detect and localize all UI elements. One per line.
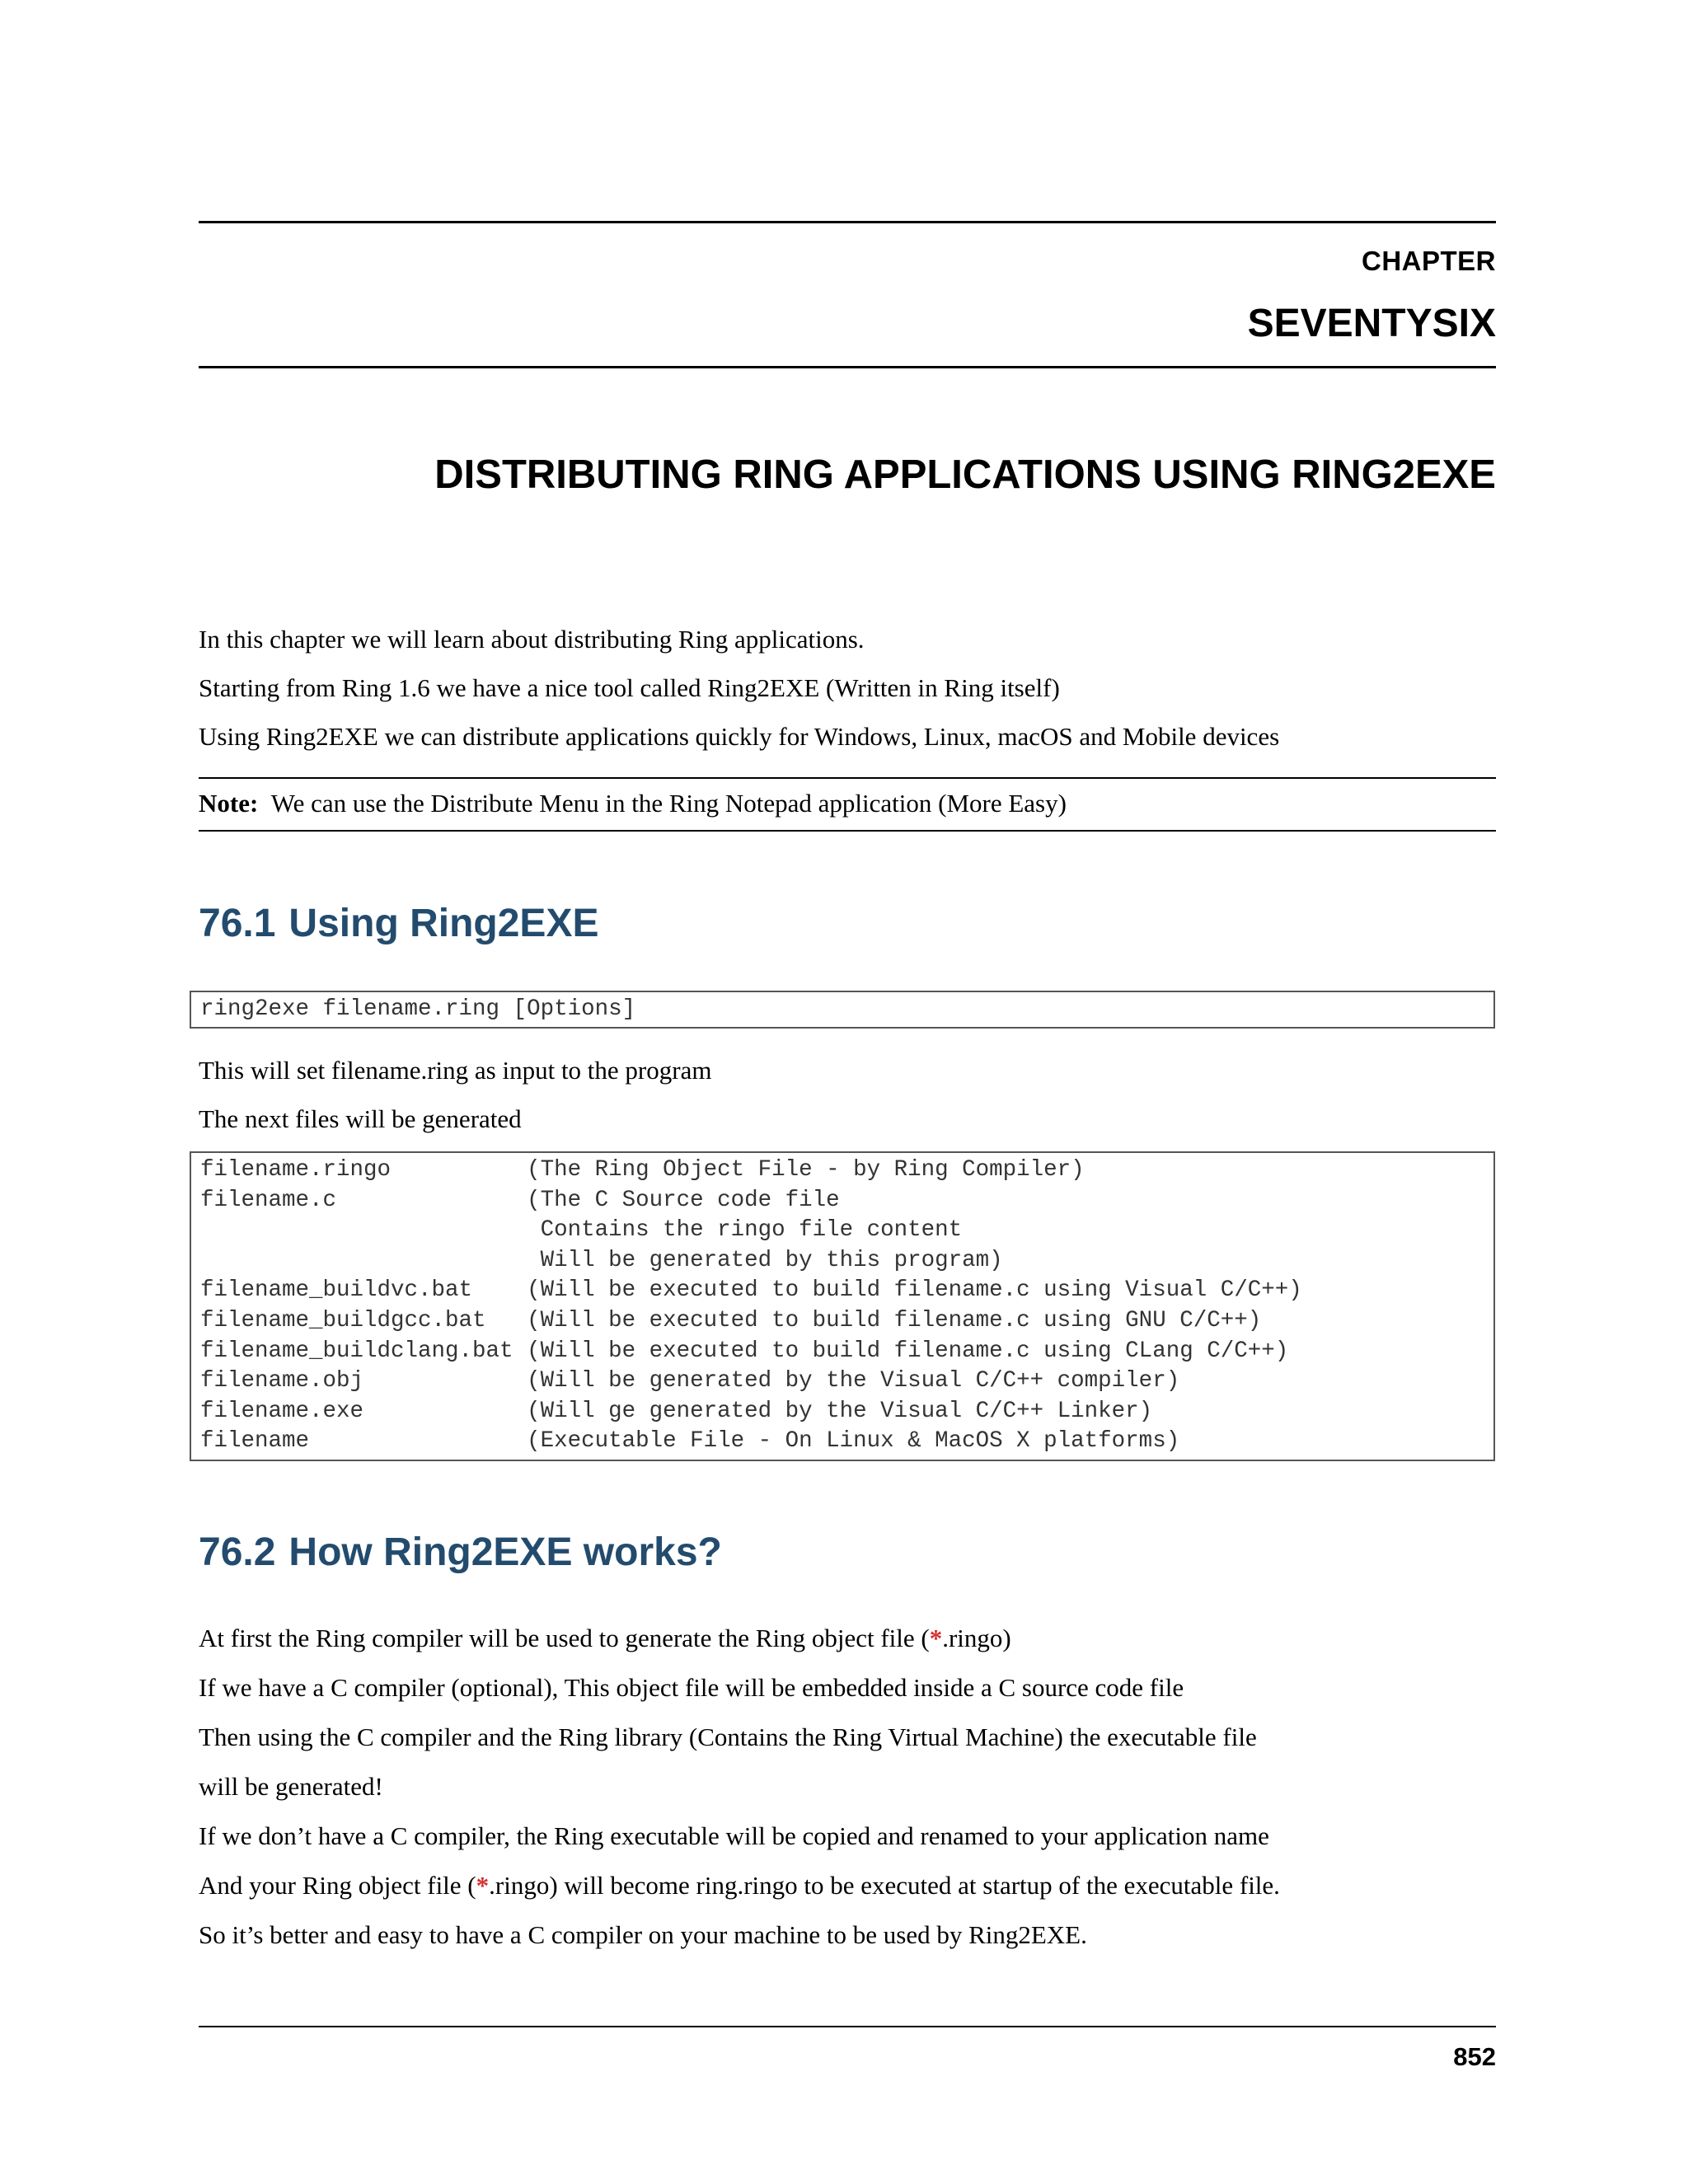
- asterisk-glyph: *: [929, 1624, 943, 1652]
- body-paragraph: If we don’t have a C compiler, the Ring executable will be copied and renamed to your application name: [199, 1821, 1269, 1850]
- body-paragraph: [199, 1869, 1280, 1902]
- body-paragraph: The next files will be generated: [199, 1104, 522, 1133]
- page-number: 852: [1453, 2042, 1496, 2071]
- body-paragraph: [199, 1622, 1011, 1655]
- code-line: filename.c (The C Source code file: [200, 1187, 840, 1213]
- intro-paragraph: Using Ring2EXE we can distribute applications quickly for Windows, Linux, macOS and Mobile devices: [199, 722, 1280, 751]
- text-run: .ringo) will become ring.ringo to be executed at startup of the executable file.: [489, 1871, 1280, 1900]
- code-line: filename_buildgcc.bat (Will be executed to build filename.c using GNU C/C++): [200, 1307, 1262, 1333]
- chapter-title: DISTRIBUTING RING APPLICATIONS USING RING2EXE: [434, 452, 1496, 497]
- note-top-rule: [199, 777, 1496, 779]
- chapter-label: CHAPTER: [1361, 246, 1496, 276]
- code-line: filename.obj (Will be generated by the Visual C/C++ compiler): [200, 1368, 1180, 1394]
- note-bottom-rule: [199, 830, 1496, 832]
- code-line: filename.exe (Will ge generated by the Visual C/C++ Linker): [200, 1398, 1153, 1424]
- code-line: filename.ringo (The Ring Object File - by Ring Compiler): [200, 1157, 1085, 1183]
- code-line: Contains the ringo file content: [200, 1217, 963, 1244]
- text-run: At first the Ring compiler will be used to generate the Ring object file (: [199, 1624, 930, 1652]
- section-title: Using Ring2EXE: [288, 902, 599, 945]
- header-top-rule: [199, 221, 1496, 223]
- intro-paragraph: In this chapter we will learn about distributing Ring applications.: [199, 625, 865, 654]
- code-line: filename_buildclang.bat (Will be executed to build filename.c using CLang C/C++): [200, 1338, 1289, 1364]
- body-paragraph: This will set filename.ring as input to the program: [199, 1056, 712, 1085]
- code-line: Will be generated by this program): [200, 1247, 1003, 1273]
- code-line: filename (Executable File - On Linux & MacOS X platforms): [200, 1428, 1180, 1455]
- note-text: We can use the Distribute Menu in the Ring Notepad application (More Easy): [270, 789, 1067, 818]
- body-paragraph: Then using the C compiler and the Ring library (Contains the Ring Virtual Machine) the executable file: [199, 1722, 1257, 1751]
- section-heading: [199, 1530, 722, 1575]
- generated-files-code-block: [190, 1151, 1495, 1461]
- code-line: filename_buildvc.bat (Will be executed to build filename.c using Visual C/C++): [200, 1277, 1302, 1304]
- asterisk-glyph: *: [476, 1871, 490, 1900]
- note-label: Note:: [199, 789, 259, 818]
- body-paragraph: So it’s better and easy to have a C compiler on your machine to be used by Ring2EXE.: [199, 1920, 1087, 1949]
- code-line: ring2exe filename.ring [Options]: [200, 996, 636, 1022]
- chapter-number: SEVENTYSIX: [1247, 302, 1496, 345]
- note: [199, 787, 1067, 820]
- command-code-block: [190, 991, 1495, 1029]
- body-paragraph: If we have a C compiler (optional), This object file will be embedded inside a C source code file: [199, 1673, 1184, 1702]
- section-number: 76.1: [199, 902, 276, 945]
- section-title: How Ring2EXE works?: [288, 1530, 722, 1574]
- header-bottom-rule: [199, 366, 1496, 368]
- footer-rule: [199, 2026, 1496, 2027]
- intro-paragraph: Starting from Ring 1.6 we have a nice tool called Ring2EXE (Written in Ring itself): [199, 673, 1060, 702]
- body-paragraph: will be generated!: [199, 1772, 383, 1801]
- text-run: .ringo): [942, 1624, 1011, 1652]
- section-number: 76.2: [199, 1530, 276, 1574]
- section-heading: [199, 901, 598, 946]
- text-run: And your Ring object file (: [199, 1871, 476, 1900]
